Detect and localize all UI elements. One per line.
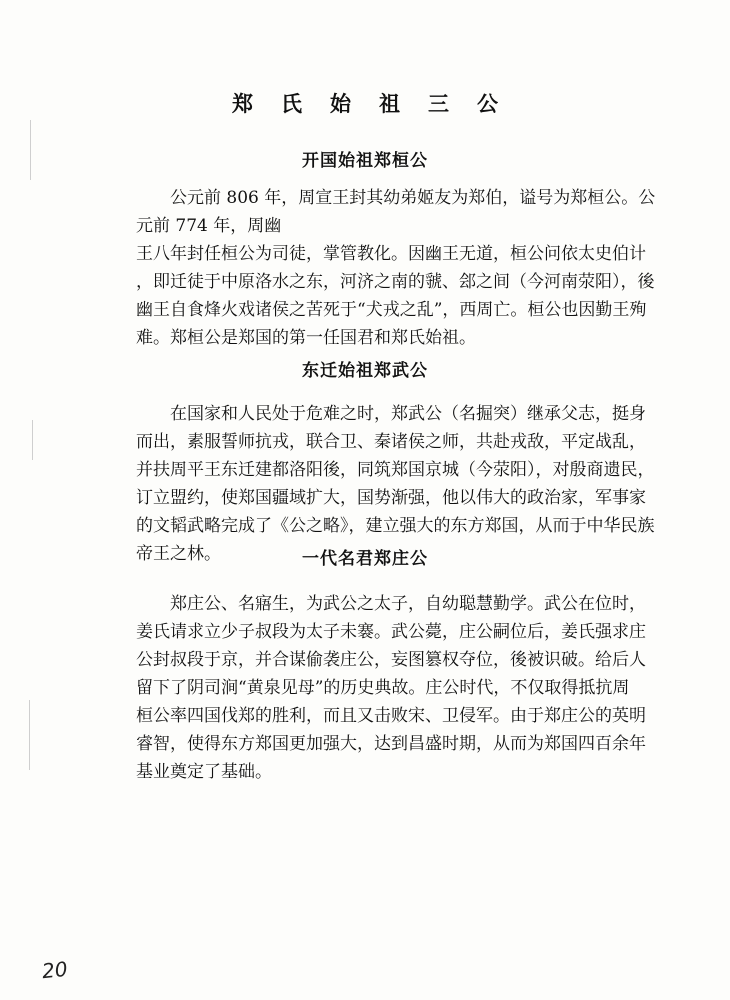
body-line: 幽王自食烽火戏诸侯之苦死于“犬戎之乱”，西周亡。桓公也因勤王殉 — [136, 300, 647, 320]
body-line: 订立盟约，使郑国疆域扩大，国势渐强，他以伟大的政治家，军事家 — [136, 488, 646, 508]
scan-artifact — [30, 120, 31, 180]
body-line: 公封叔段于京，并合谋偷袭庄公，妄图篡权夺位，後被识破。给后人 — [136, 650, 646, 670]
scan-artifact — [29, 700, 30, 770]
body-line: 姜氏请求立少子叔段为太子未褰。武公薨，庄公嗣位后，姜氏强求庄 — [136, 622, 646, 642]
scan-artifact — [32, 420, 33, 460]
body-line: 帝王之林。 — [136, 544, 221, 564]
body-line: 王八年封任桓公为司徒，掌管教化。因幽王无道，桓公问依太史伯计 — [136, 244, 646, 264]
section-heading-zhuang-gong: 一代名君郑庄公 — [302, 549, 428, 569]
body-line: 的文韬武略完成了《公之略》，建立强大的东方郑国，从而于中华民族 — [136, 516, 655, 536]
body-line: 并扶周平王东迁建都洛阳後，同筑郑国京城（今荥阳），对殷商遗民， — [136, 460, 655, 480]
section-body-zhuang-gong — [136, 590, 684, 786]
body-line: 难。郑桓公是郑国的第一任国君和郑氏始祖。 — [136, 328, 476, 348]
body-line: 而出，素服誓师抗戎，联合卫、秦诸侯之师，共赴戎敌，平定战乱， — [136, 432, 646, 452]
body-line: 睿智，使得东方郑国更加强大，达到昌盛时期，从而为郑国四百余年 — [136, 734, 646, 754]
body-line: 公元前 806 年，周宣王封其幼弟姬友为郑伯，谥号为郑桓公。公 — [170, 188, 656, 208]
section-body-huan-gong — [136, 184, 684, 352]
body-line: 在国家和人民处于危难之时，郑武公（名掘突）继承父志，挺身 — [170, 404, 646, 424]
body-line: 桓公率四国伐郑的胜利，而且又击败宋、卫侵军。由于郑庄公的英明 — [136, 706, 646, 726]
page-title: 郑氏始祖三公 — [232, 91, 526, 116]
section-heading-huan-gong: 开国始祖郑桓公 — [302, 151, 428, 171]
body-line: 留下了阴司涧“黄泉见母”的历史典故。庄公时代，不仅取得抵抗周 — [136, 678, 630, 698]
body-line: 基业奠定了基础。 — [136, 762, 272, 782]
body-line: ，即迁徒于中原洛水之东，河济之南的虢、郐之间（今河南荥阳），後 — [136, 272, 655, 292]
section-body-wu-gong — [136, 400, 684, 568]
body-line: 郑庄公、名寤生，为武公之太子，自幼聪慧勤学。武公在位时， — [170, 594, 646, 614]
section-heading-wu-gong: 东迁始祖郑武公 — [302, 361, 428, 381]
body-line: 元前 774 年，周幽 — [136, 216, 282, 236]
page-number: 20 — [40, 956, 69, 984]
